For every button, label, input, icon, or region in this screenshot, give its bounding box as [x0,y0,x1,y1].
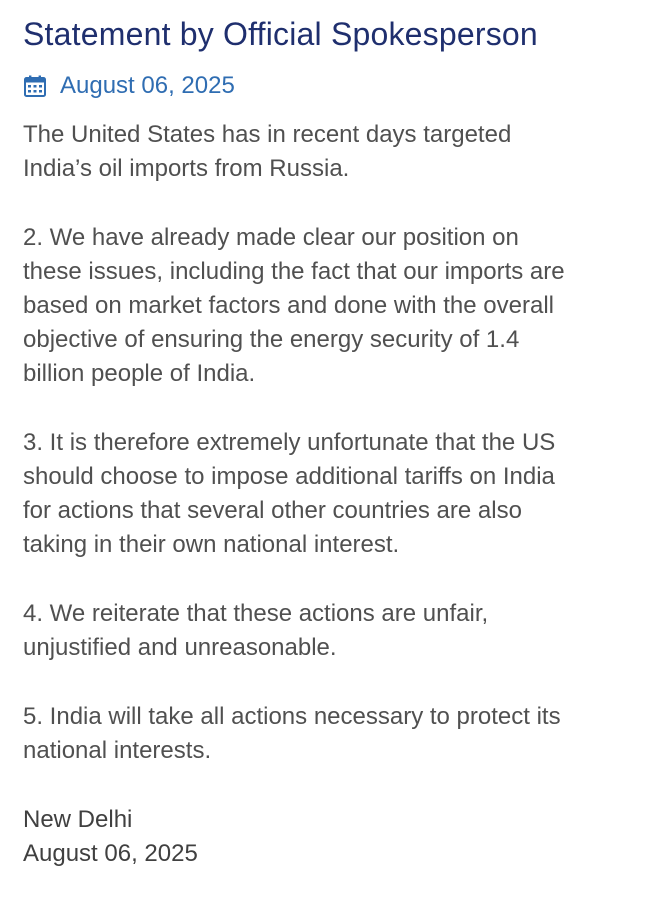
text-line: should choose to impose additional tariffs on India [23,463,555,490]
signoff-place: New Delhi [23,806,133,833]
text-line: billion people of India. [23,360,256,387]
text-line: for actions that several other countries are also [23,497,522,524]
date-header [23,71,640,101]
text-line: based on market factors and done with the overall [23,292,554,319]
text-line: 4. We reiterate that these actions are unfair, [23,600,489,627]
text-line: India’s oil imports from Russia. [23,155,350,182]
paragraph-1 [23,118,640,186]
signoff [23,803,640,871]
paragraph-3 [23,426,640,562]
text-line: taking in their own national interest. [23,531,400,558]
publish-date: August 06, 2025 [60,72,235,99]
text-line: The United States has in recent days targeted [23,121,512,148]
page-title: Statement by Official Spokesperson [23,16,538,52]
paragraph-2 [23,221,640,391]
text-line: these issues, including the fact that our imports are [23,258,565,285]
text-line: 5. India will take all actions necessary to protect its [23,703,561,730]
statement-body [23,118,640,871]
text-line: 2. We have already made clear our position on [23,224,519,251]
calendar-icon [23,74,47,98]
paragraph-5 [23,700,640,768]
text-line: 3. It is therefore extremely unfortunate that the US [23,429,556,456]
text-line: objective of ensuring the energy security of 1.4 [23,326,520,353]
signoff-date: August 06, 2025 [23,840,198,867]
text-line: national interests. [23,737,212,764]
text-line: unjustified and unreasonable. [23,634,337,661]
paragraph-4 [23,597,640,665]
